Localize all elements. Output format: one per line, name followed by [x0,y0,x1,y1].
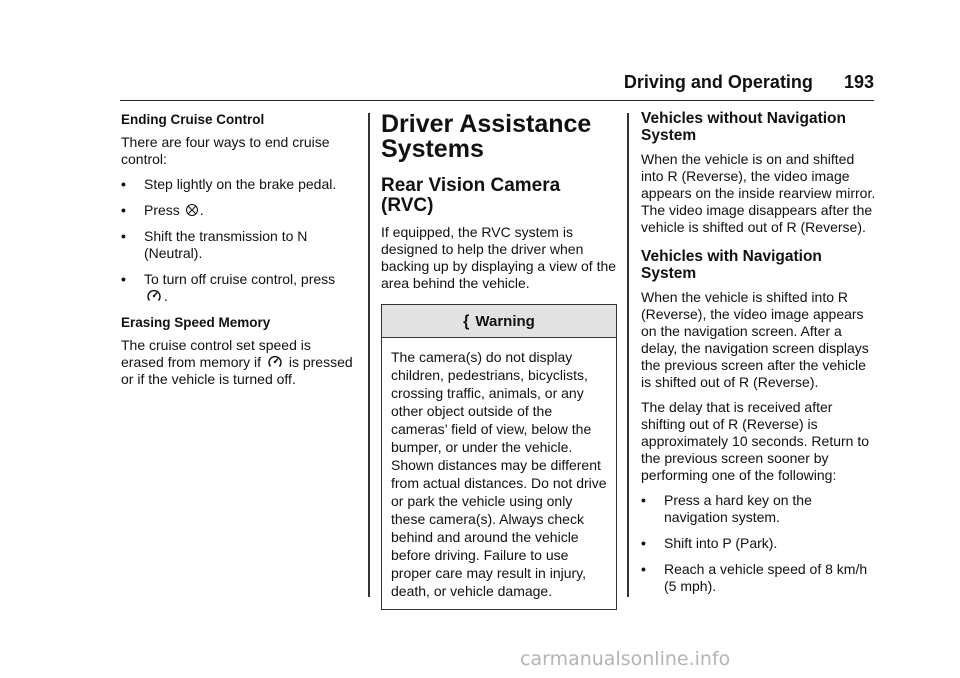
erasing-speed-heading: Erasing Speed Memory [121,315,271,330]
watermark: carmanualsonline.info [520,648,731,670]
bullet-marker: • [641,492,646,508]
page-header [120,70,874,101]
ending-cruise-intro: There are four ways to end cruise control: [121,134,330,167]
bullet-marker: • [121,176,126,192]
list-item [121,202,353,219]
column-divider-left [368,113,370,597]
warning-header [382,305,616,338]
erasing-text-pre: The cruise control set speed is erased from memory if [121,337,311,370]
warning-title: Warning [475,312,535,330]
bullet-text: To turn off cruise control, press [144,271,336,287]
delay-text: The delay that is received after shifting out of R (Reverse) is approximately 10 seconds. Return to the previous screen sooner by performing one of the following: [641,399,870,483]
list-item [641,492,877,526]
list-item [641,561,877,595]
column-divider-right [627,113,629,597]
bullet-text: Shift into P (Park). [664,535,778,551]
bullet-marker: • [641,561,646,577]
warning-box [381,304,617,610]
bullet-marker: • [641,535,646,551]
bullet-suffix: . [164,288,168,304]
ending-cruise-heading: Ending Cruise Control [121,112,265,127]
bullet-text: Press [144,202,180,218]
bullet-marker: • [121,228,126,244]
bullet-text: Press a hard key on the navigation system. [664,492,812,525]
cancel-cruise-icon [185,203,199,217]
driver-assistance-heading: Driver Assistance Systems [381,110,592,163]
without-navigation-heading: Vehicles without Navigation System [641,110,846,144]
rvc-intro: If equipped, the RVC system is designed to help the driver when backing up by displaying a view of the area behind the vehicle. [381,224,617,291]
bullet-marker: • [121,202,126,218]
list-item [121,228,353,262]
bullet-text: Shift the transmission to N (Neutral). [144,228,308,261]
without-navigation-text: When the vehicle is on and shifted into R (Reverse), the video image appears on the inside rearview mirror. The video image disappears after the vehicle is shifted out of R (Reverse). [641,151,876,235]
warning-text: The camera(s) do not display children, pedestrians, bicyclists, crossing traffic, animals, or any other object outside of the cameras’ field of view, below the bumper, or under the vehicle. Shown distances may be different from actual distances. Do not drive or park the vehicle using only these camera(s). Always check behind and around the vehicle before driving. Failure to use proper care may result in injury, death, or vehicle damage. [391,349,607,599]
right-column [641,110,877,604]
cruise-control-icon [146,288,162,304]
bullet-text: Step lightly on the brake pedal. [144,176,337,192]
with-navigation-heading: Vehicles with Navigation System [641,248,822,282]
left-column [121,111,353,396]
list-item [121,271,353,305]
with-navigation-text: When the vehicle is shifted into R (Reverse), the video image appears on the navigation screen. After a delay, the navigation screen displays the previous screen after the vehicle is shifted out of R (Reverse). [641,289,869,390]
list-item [121,176,353,193]
list-item [641,535,877,552]
bullet-text: Reach a vehicle speed of 8 km/h (5 mph). [664,561,868,594]
erasing-text-post: is pressed or if the vehicle is turned off. [121,354,353,387]
cruise-control-icon [267,354,283,370]
bullet-suffix: . [199,202,204,218]
erasing-speed-text [121,337,353,388]
header-text [624,72,874,93]
bullet-marker: • [121,271,126,287]
section-title: Driving and Operating [623,72,813,92]
page-number: 193 [843,72,874,92]
rvc-heading: Rear Vision Camera (RVC) [381,175,561,216]
warning-icon: { [463,312,470,330]
middle-column [381,110,617,610]
